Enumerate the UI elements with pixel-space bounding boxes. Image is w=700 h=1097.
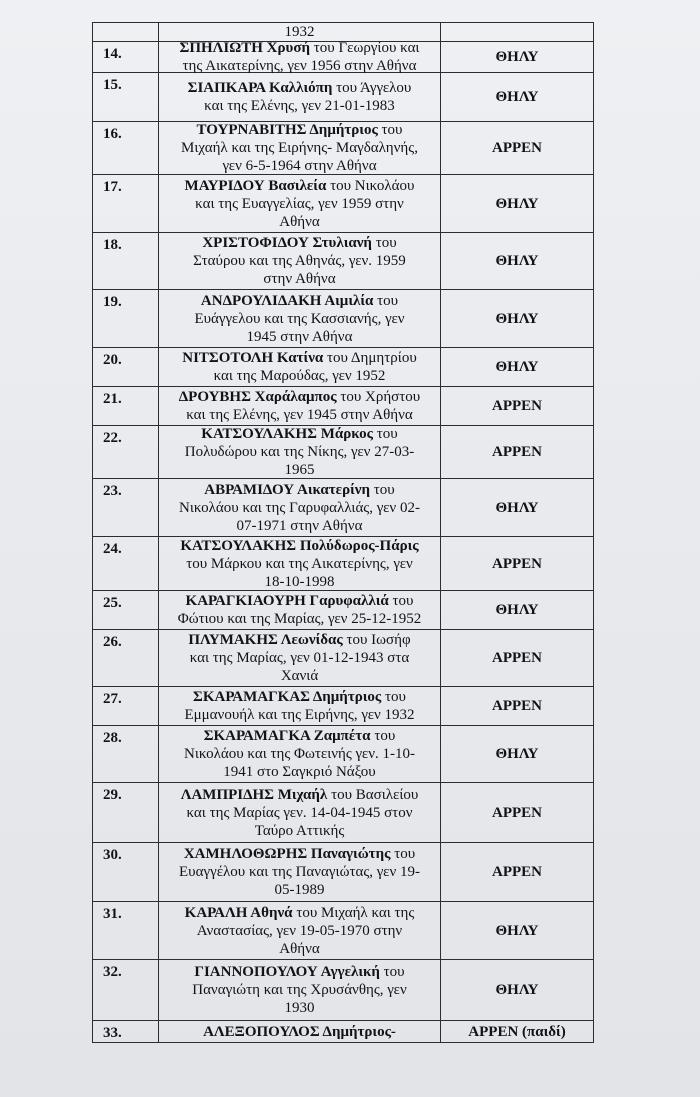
gender-value: ΘΗΛΥ: [495, 499, 539, 516]
row-number: 22.: [93, 426, 159, 478]
description-line: 1945 στην Αθήνα: [246, 328, 353, 345]
person-name: ΣΠΗΛΙΩΤΗ Χρυσή: [179, 40, 311, 56]
row-number: 14.: [93, 42, 159, 72]
description-text: του Χρήστου: [336, 389, 421, 405]
gender-value: ΘΗΛΥ: [495, 195, 539, 212]
gender-value: ΘΗΛΥ: [495, 982, 539, 998]
description-line: [186, 592, 414, 610]
person-name: ΓΙΑΝΝΟΠΟΥΛΟΥ Αγγελική: [194, 964, 380, 980]
row-number: 29.: [93, 783, 159, 842]
table-row: [93, 426, 593, 479]
person-description: [159, 290, 441, 347]
table-row: [93, 630, 593, 687]
row-number: 32.: [93, 960, 159, 1020]
description-line: [180, 537, 418, 555]
description-line: Ευαγγέλου και της Παναγιώτας, γεν 19-: [179, 864, 420, 880]
person-description: [159, 122, 441, 174]
description-line: [194, 963, 404, 981]
person-description: [159, 902, 441, 959]
description-text: του: [371, 235, 397, 251]
person-name: ΣΙΑΠΚΑΡΑ Καλλιόπη: [187, 80, 333, 96]
description-text: του: [388, 593, 414, 609]
person-name: ΚΑΤΣΟΥΛΑΚΗΣ Πολύδωρος-Πάρις: [180, 537, 419, 554]
person-name: ΚΑΤΣΟΥΛΑΚΗΣ Μάρκος: [201, 426, 373, 442]
description-line: 07-1971 στην Αθήνα: [236, 517, 363, 534]
description-line: [202, 234, 396, 252]
row-number: 30.: [93, 843, 159, 901]
person-description: [159, 1021, 441, 1042]
description-line: και της Μαρούδας, γεν 1952: [213, 368, 386, 384]
gender-value: ΑΡΡΕΝ: [492, 864, 542, 880]
person-name: ΤΟΥΡΝΑΒΙΤΗΣ Δημήτριος: [196, 122, 378, 138]
person-name: ΝΙΤΣΟΤΟΛΗ Κατίνα: [182, 350, 324, 366]
person-description: [159, 687, 441, 725]
row-number: 26.: [93, 630, 159, 686]
table-row: [93, 42, 593, 73]
person-name: ΑΒΡΑΜΙΔΟΥ Αικατερίνη: [204, 481, 370, 498]
gender-value: [441, 23, 593, 41]
gender-value: ΑΡΡΕΝ: [492, 444, 542, 460]
table-row: [93, 1021, 593, 1043]
description-line: Χανιά: [280, 668, 319, 684]
row-number: 23.: [93, 479, 159, 536]
person-description: [159, 42, 441, 72]
row-number: 25.: [93, 591, 159, 629]
gender-value: ΘΗΛΥ: [495, 89, 539, 105]
gender-value: ΘΗΛΥ: [495, 310, 539, 327]
description-text: του: [381, 689, 406, 705]
description-line: Ταύρο Αττικής: [254, 822, 345, 839]
table-row: [93, 687, 593, 726]
description-line: [204, 481, 394, 499]
description-line: Παναγιώτη και της Χρυσάνθης, γεν: [192, 982, 407, 998]
table-row: [93, 290, 593, 348]
description-line: Φώτιου και της Μαρίας, γεν 25-12-1952: [177, 611, 422, 627]
description-line: [185, 904, 415, 922]
description-line: [181, 786, 419, 804]
row-number: 33.: [93, 1021, 159, 1042]
row-number: 31.: [93, 902, 159, 959]
description-text: του Βασιλείου: [327, 786, 419, 803]
row-number: 19.: [93, 290, 159, 347]
description-line: και της Μαρίας γεν. 14-04-1945 στον: [186, 804, 413, 821]
description-line: Πολυδώρου και της Νίκης, γεν 27-03-: [184, 444, 415, 460]
description-text: του: [369, 481, 395, 498]
table-row: [93, 348, 593, 387]
table-row: [93, 843, 593, 902]
description-line: [196, 121, 402, 139]
description-line: Αναστασίας, γεν 19-05-1970 στην: [196, 922, 403, 939]
gender-value: ΘΗΛΥ: [495, 746, 539, 762]
description-line: και της Ελένης, γεν 21-01-1983: [204, 98, 395, 114]
gender-value: ΑΡΡΕΝ: [492, 140, 542, 156]
description-line: Ευάγγελου και της Κασσιανής, γεν: [194, 310, 405, 327]
table-row: [93, 902, 593, 960]
description-line: [193, 688, 406, 706]
row-number: 16.: [93, 122, 159, 174]
person-name: ΣΚΑΡΑΜΑΓΚΑΣ Δημήτριος: [193, 689, 382, 705]
description-line: 1932: [284, 24, 315, 40]
person-name: ΑΛΕΞΟΠΟΥΛΟΣ Δημήτριος-: [203, 1023, 396, 1040]
person-description: [159, 630, 441, 686]
description-line: και της Μαρίας, γεν 01-12-1943 στα: [189, 650, 410, 666]
gender-value: ΑΡΡΕΝ: [492, 398, 542, 414]
description-text: του: [390, 846, 416, 862]
person-description: [159, 175, 441, 232]
description-line: Αθήνα: [279, 940, 320, 957]
gender-value: ΑΡΡΕΝ: [492, 698, 542, 714]
description-text: του: [373, 426, 398, 442]
row-number: 15.: [93, 73, 159, 121]
description-line: [188, 79, 412, 97]
person-name: ΣΚΑΡΑΜΑΓΚΑ Ζαμπέτα: [203, 728, 371, 744]
table-row: [93, 783, 593, 843]
gender-value: ΘΗΛΥ: [495, 253, 539, 269]
person-name: ΜΑΥΡΙΔΟΥ Βασιλεία: [184, 177, 327, 194]
person-description: [159, 783, 441, 842]
description-line: στην Αθήνα: [263, 271, 336, 287]
person-description: [159, 591, 441, 629]
person-name: ΧΡΙΣΤΟΦΙΔΟΥ Στυλιανή: [202, 235, 372, 251]
person-name: ΚΑΡΑΛΗ Αθηνά: [184, 904, 293, 921]
table-row: [93, 73, 593, 122]
gender-value: ΑΡΡΕΝ: [492, 650, 542, 666]
person-name: ΧΑΜΗΛΟΘΩΡΗΣ Παναγιώτης: [183, 846, 391, 862]
description-line: [184, 845, 415, 863]
description-text: του Μιχαήλ και της: [292, 904, 415, 921]
table-row: [93, 479, 593, 537]
description-text: του Άγγελου: [332, 80, 412, 96]
description-text: του Δημητρίου: [323, 350, 417, 366]
row-number: 20.: [93, 348, 159, 386]
description-line: Σταύρου και της Αθηνάς, γεν. 1959: [193, 253, 406, 269]
table-row: [93, 387, 593, 426]
description-line: [188, 631, 410, 649]
gender-value: ΘΗΛΥ: [495, 49, 539, 65]
description-line: 1930: [284, 1000, 315, 1016]
table-row: [93, 175, 593, 233]
table-row: [93, 726, 593, 783]
description-line: 1941 στο Σαγκριό Νάξου: [223, 764, 376, 780]
person-description: [159, 537, 441, 590]
description-line: Νικολάου και της Φωτεινής γεν. 1-10-: [184, 746, 415, 762]
description-line: [201, 292, 398, 310]
row-number: 18.: [93, 233, 159, 289]
description-line: [185, 177, 415, 195]
gender-value: ΘΗΛΥ: [495, 602, 539, 618]
row-number: 24.: [93, 537, 159, 590]
person-description: [159, 348, 441, 386]
description-line: και της Ευαγγελίας, γεν 1959 στην: [195, 195, 404, 212]
gender-value: ΘΗΛΥ: [495, 922, 539, 939]
table-row: [93, 591, 593, 630]
description-line: Νικολάου και της Γαρυφαλλιάς, γεν 02-: [179, 499, 420, 516]
description-line: 05-1989: [274, 882, 325, 898]
description-line: [179, 388, 420, 406]
table-row: [93, 122, 593, 175]
description-text: του: [370, 728, 396, 744]
person-description: [159, 843, 441, 901]
description-text: του: [379, 964, 405, 980]
description-text: του: [377, 122, 403, 138]
person-name: ΑΝΔΡΟΥΛΙΔΑΚΗ Αιμιλία: [200, 292, 374, 309]
gender-value: ΑΡΡΕΝ (παιδί): [468, 1023, 566, 1040]
description-line: Αθήνα: [279, 213, 320, 230]
description-line: [201, 425, 397, 443]
gender-value: ΑΡΡΕΝ: [492, 804, 542, 821]
row-number: 17.: [93, 175, 159, 232]
description-line: [204, 727, 396, 745]
person-name: ΛΑΜΠΡΙΔΗΣ Μιχαήλ: [180, 786, 328, 803]
row-number: 27.: [93, 687, 159, 725]
person-description: [159, 726, 441, 782]
gender-value: ΘΗΛΥ: [495, 359, 539, 375]
person-description: [159, 960, 441, 1020]
description-line: γεν 6-5-1964 στην Αθήνα: [222, 158, 377, 174]
person-description: [159, 73, 441, 121]
row-number: [93, 23, 159, 41]
gender-value: ΑΡΡΕΝ: [492, 555, 542, 572]
description-text: του Γεωργίου και: [310, 40, 420, 56]
description-text: του Ιωσήφ: [342, 632, 411, 648]
description-line: Μιχαήλ και της Ειρήνης- Μαγδαληνής,: [181, 140, 418, 156]
person-description: [159, 387, 441, 425]
table-row: [93, 960, 593, 1021]
description-line: [182, 349, 417, 367]
person-name: ΔΡΟΥΒΗΣ Χαράλαμπος: [178, 389, 337, 405]
table-row: [93, 233, 593, 290]
person-description: [159, 233, 441, 289]
persons-table: [92, 22, 594, 1043]
description-line: [180, 39, 420, 57]
row-number: 21.: [93, 387, 159, 425]
description-line: 18-10-1998: [264, 573, 335, 590]
description-line: της Αικατερίνης, γεν 1956 στην Αθήνα: [182, 58, 417, 74]
person-name: ΠΛΥΜΑΚΗΣ Λεωνίδας: [188, 632, 343, 648]
person-description: [159, 479, 441, 536]
description-line: του Μάρκου και της Αικατερίνης, γεν: [186, 555, 413, 572]
table-row: [93, 537, 593, 591]
description-text: του Νικολάου: [326, 177, 415, 194]
row-number: 28.: [93, 726, 159, 782]
description-line: και της Ελένης, γεν 1945 στην Αθήνα: [186, 407, 413, 423]
description-line: 1965: [284, 462, 315, 478]
person-name: ΚΑΡΑΓΚΙΑΟΥΡΗ Γαρυφαλλιά: [185, 593, 389, 609]
description-line: Εμμανουήλ και της Ειρήνης, γεν 1932: [184, 707, 415, 723]
person-description: [159, 426, 441, 478]
description-text: του: [373, 292, 399, 309]
